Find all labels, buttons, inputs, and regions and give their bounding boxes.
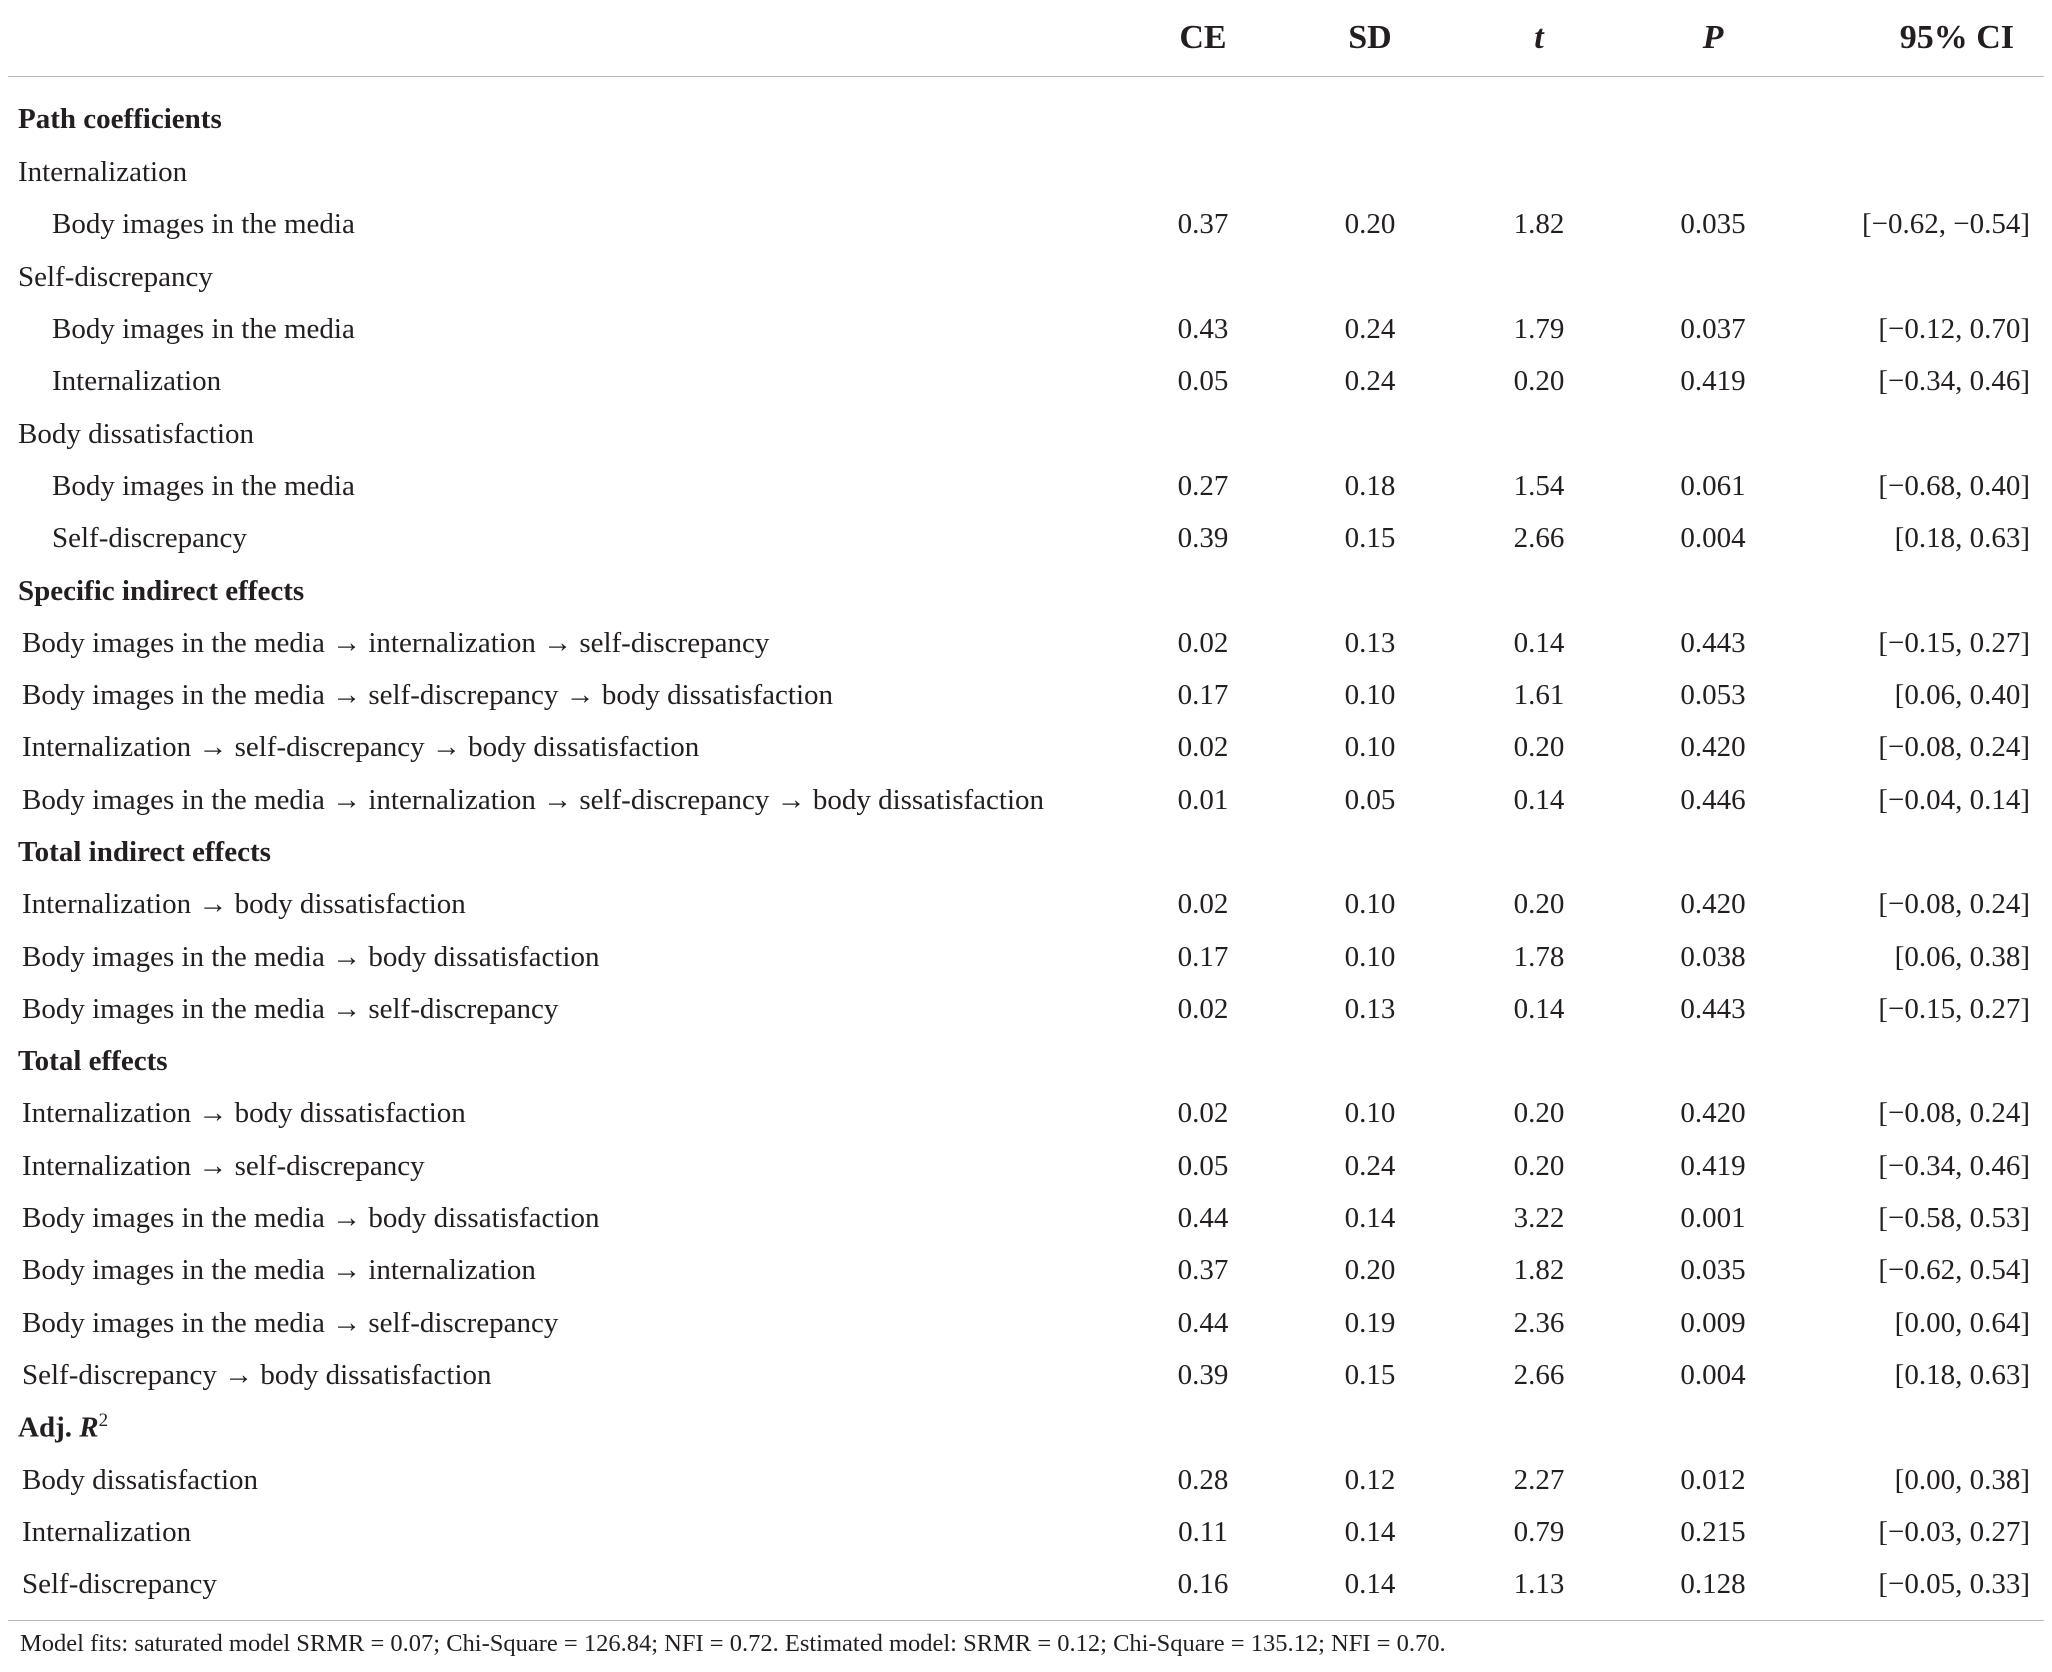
row-label: [8, 199, 1116, 251]
cell-ci: [−0.08, 0.24]: [1878, 888, 2030, 921]
row-label: [8, 303, 1116, 355]
row-label: [8, 983, 1116, 1035]
cell-ce: 0.17: [1177, 679, 1229, 712]
cell-p: [1628, 251, 1798, 303]
cell-sd: [1290, 77, 1450, 147]
cell-ci: [0.00, 0.64]: [1894, 1306, 2030, 1339]
cell-p: 0.038: [1680, 940, 1746, 973]
row-label-text: Body images in the media → self-discrepancy: [22, 1306, 559, 1339]
table-row: [8, 1088, 2044, 1140]
table-row: [8, 513, 2044, 565]
cell-p: 0.128: [1680, 1568, 1746, 1601]
cell-ce: 0.17: [1177, 940, 1229, 973]
cell-ci: [−0.34, 0.46]: [1878, 365, 2030, 398]
cell-ce: 0.44: [1177, 1202, 1229, 1235]
table-row: [8, 303, 2044, 355]
cell-ce: 0.05: [1177, 365, 1229, 398]
cell-p: 0.061: [1680, 469, 1746, 502]
cell-ci: [1798, 565, 2044, 617]
table-row: [8, 1506, 2044, 1558]
cell-p: 0.215: [1680, 1515, 1746, 1548]
cell-ce: 0.16: [1177, 1568, 1229, 1601]
cell-sd: [1290, 565, 1450, 617]
cell-t: 0.20: [1513, 888, 1565, 921]
cell-p: 0.004: [1680, 1358, 1746, 1391]
cell-ce: 0.28: [1177, 1463, 1229, 1496]
cell-p: [1628, 1036, 1798, 1088]
cell-sd: 0.13: [1344, 626, 1396, 659]
section-header-row: [8, 77, 2044, 147]
header-sd: SD: [1290, 0, 1450, 77]
cell-sd: 0.14: [1344, 1515, 1396, 1548]
cell-ci: [0.18, 0.63]: [1894, 1358, 2030, 1391]
cell-sd: [1290, 251, 1450, 303]
cell-ce: 0.37: [1177, 1254, 1229, 1287]
row-label-text: Self-discrepancy: [22, 1568, 217, 1601]
cell-t: [1450, 147, 1628, 199]
row-label-italic: R: [79, 1412, 99, 1445]
cell-ce: [1116, 1036, 1290, 1088]
row-label-text: Body images in the media → internalization → self-discrepancy → body dissatisfaction: [22, 783, 1044, 816]
row-label-text: Total effects: [18, 1045, 168, 1078]
row-label: [8, 1088, 1116, 1140]
cell-ci: [1798, 826, 2044, 878]
cell-p: 0.004: [1680, 522, 1746, 555]
row-label: [8, 774, 1116, 826]
table-footnote: Model fits: saturated model SRMR = 0.07; Chi-Square = 126.84; NFI = 0.72. Estimated model: SRMR = 0.12; Chi-Square = 135.12; NFI = 0.70.: [20, 1630, 1446, 1657]
cell-ci: [0.00, 0.38]: [1894, 1463, 2030, 1496]
cell-sd: 0.10: [1344, 679, 1396, 712]
row-label-text: Adj.: [18, 1412, 80, 1445]
cell-p: [1628, 826, 1798, 878]
header-ce: CE: [1116, 0, 1290, 77]
group-header-row: [8, 251, 2044, 303]
cell-ci: [0.06, 0.40]: [1894, 679, 2030, 712]
row-label: [8, 1559, 1116, 1611]
cell-p: [1628, 1402, 1798, 1454]
cell-t: 1.78: [1513, 940, 1565, 973]
cell-ce: 0.27: [1177, 469, 1229, 502]
cell-ci: [−0.68, 0.40]: [1878, 469, 2030, 502]
cell-t: 1.61: [1513, 679, 1565, 712]
cell-sd: 0.14: [1344, 1568, 1396, 1601]
row-label-text: Self-discrepancy → body dissatisfaction: [22, 1358, 492, 1391]
table-row: [8, 879, 2044, 931]
table-row: [8, 983, 2044, 1035]
row-label: [8, 1036, 1116, 1088]
cell-t: 0.79: [1513, 1515, 1565, 1548]
cell-t: 1.54: [1513, 469, 1565, 502]
row-label-text: Body images in the media → internalization → self-discrepancy: [22, 626, 770, 659]
row-label: [8, 1140, 1116, 1192]
cell-sd: 0.24: [1344, 1149, 1396, 1182]
group-header-row: [8, 408, 2044, 460]
cell-ce: 0.02: [1177, 1097, 1229, 1130]
cell-t: [1450, 408, 1628, 460]
row-label: [8, 931, 1116, 983]
cell-t: [1450, 251, 1628, 303]
row-label: [8, 460, 1116, 512]
cell-t: [1450, 565, 1628, 617]
row-label: [8, 408, 1116, 460]
row-label: [8, 147, 1116, 199]
cell-t: 0.20: [1513, 365, 1565, 398]
cell-sd: 0.24: [1344, 313, 1396, 346]
table-row: [8, 774, 2044, 826]
cell-p: 0.037: [1680, 313, 1746, 346]
cell-t: [1450, 77, 1628, 147]
cell-ci: [−0.08, 0.24]: [1878, 1097, 2030, 1130]
cell-p: 0.012: [1680, 1463, 1746, 1496]
row-label-text: Internalization → body dissatisfaction: [22, 1097, 466, 1130]
cell-ce: 0.02: [1177, 731, 1229, 764]
row-label-text: Specific indirect effects: [18, 574, 305, 607]
table-row: [8, 1349, 2044, 1401]
row-label: [8, 77, 1116, 147]
cell-sd: 0.10: [1344, 731, 1396, 764]
cell-t: 1.82: [1513, 1254, 1565, 1287]
cell-t: 0.14: [1513, 992, 1565, 1025]
cell-ce: 0.11: [1178, 1515, 1228, 1548]
section-header-row: [8, 1402, 2044, 1454]
row-label: [8, 1402, 1116, 1454]
group-header-row: [8, 147, 2044, 199]
cell-sd: 0.13: [1344, 992, 1396, 1025]
row-label-text: Body images in the media → self-discrepancy → body dissatisfaction: [22, 679, 834, 712]
cell-t: 3.22: [1513, 1202, 1565, 1235]
cell-p: 0.035: [1680, 208, 1746, 241]
cell-sd: [1290, 1402, 1450, 1454]
cell-p: 0.419: [1680, 1149, 1746, 1182]
row-label-text: Body images in the media: [52, 313, 355, 346]
cell-ci: [1798, 1036, 2044, 1088]
cell-p: [1628, 408, 1798, 460]
cell-ci: [−0.62, −0.54]: [1861, 208, 2030, 241]
cell-t: 0.14: [1513, 626, 1565, 659]
section-header-row: [8, 565, 2044, 617]
table-row: [8, 1140, 2044, 1192]
cell-sd: 0.15: [1344, 522, 1396, 555]
cell-sd: 0.10: [1344, 1097, 1396, 1130]
cell-p: 0.420: [1680, 1097, 1746, 1130]
cell-sd: [1290, 408, 1450, 460]
row-label-text: Body images in the media → body dissatisfaction: [22, 1202, 600, 1235]
cell-ce: 0.05: [1177, 1149, 1229, 1182]
cell-ce: 0.39: [1177, 1358, 1229, 1391]
cell-sd: 0.10: [1344, 888, 1396, 921]
table-row: [8, 931, 2044, 983]
row-label: [8, 1349, 1116, 1401]
cell-t: 0.20: [1513, 1149, 1565, 1182]
cell-ci: [−0.15, 0.27]: [1878, 992, 2030, 1025]
row-label: [8, 1297, 1116, 1349]
table-row: [8, 722, 2044, 774]
cell-ce: [1116, 147, 1290, 199]
cell-p: [1628, 565, 1798, 617]
table-row: [8, 617, 2044, 669]
results-table: [8, 0, 2044, 1611]
cell-sd: [1290, 1036, 1450, 1088]
cell-t: 0.20: [1513, 1097, 1565, 1130]
row-label-text: Internalization: [22, 1515, 192, 1548]
cell-ci: [−0.15, 0.27]: [1878, 626, 2030, 659]
cell-sd: 0.20: [1344, 208, 1396, 241]
table-row: [8, 1559, 2044, 1611]
cell-ci: [1798, 77, 2044, 147]
cell-t: 2.27: [1513, 1463, 1565, 1496]
table-row: [8, 1297, 2044, 1349]
row-label-text: Internalization → body dissatisfaction: [22, 888, 466, 921]
row-label: [8, 1506, 1116, 1558]
cell-ci: [−0.08, 0.24]: [1878, 731, 2030, 764]
cell-sd: [1290, 147, 1450, 199]
cell-t: 1.79: [1513, 313, 1565, 346]
table-row: [8, 1192, 2044, 1244]
cell-ce: 0.02: [1177, 992, 1229, 1025]
cell-ci: [1798, 408, 2044, 460]
row-label: [8, 617, 1116, 669]
row-label: [8, 356, 1116, 408]
cell-ci: [−0.58, 0.53]: [1878, 1202, 2030, 1235]
cell-ce: 0.02: [1177, 888, 1229, 921]
cell-ci: [−0.12, 0.70]: [1878, 313, 2030, 346]
row-label-text: Body dissatisfaction: [18, 417, 255, 450]
cell-ce: 0.43: [1177, 313, 1229, 346]
cell-sd: 0.24: [1344, 365, 1396, 398]
row-label: [8, 1192, 1116, 1244]
cell-t: 2.66: [1513, 522, 1565, 555]
header-t: t: [1450, 0, 1628, 77]
cell-sd: 0.10: [1344, 940, 1396, 973]
cell-sd: 0.20: [1344, 1254, 1396, 1287]
cell-ce: [1116, 565, 1290, 617]
cell-ce: 0.44: [1177, 1306, 1229, 1339]
cell-t: 0.20: [1513, 731, 1565, 764]
row-label-text: Total indirect effects: [18, 836, 271, 868]
row-label-text: Body images in the media → internalization: [22, 1254, 536, 1287]
row-label-text: Self-discrepancy: [18, 260, 213, 293]
cell-p: 0.443: [1680, 626, 1746, 659]
row-label-text: Body images in the media: [52, 208, 355, 241]
row-label: [8, 722, 1116, 774]
cell-t: [1450, 1402, 1628, 1454]
section-header-row: [8, 826, 2044, 878]
cell-t: 1.13: [1513, 1568, 1565, 1601]
row-label-text: Body images in the media → self-discrepancy: [22, 992, 559, 1025]
row-label: [8, 1245, 1116, 1297]
row-label: [8, 565, 1116, 617]
row-label: [8, 669, 1116, 721]
cell-ce: [1116, 826, 1290, 878]
row-label-text: Path coefficients: [18, 103, 222, 136]
row-label-superscript: 2: [98, 1410, 109, 1432]
cell-ci: [1798, 251, 2044, 303]
cell-ce: [1116, 77, 1290, 147]
cell-t: [1450, 1036, 1628, 1088]
cell-ci: [0.18, 0.63]: [1894, 522, 2030, 555]
cell-p: 0.009: [1680, 1306, 1746, 1339]
cell-ci: [−0.04, 0.14]: [1878, 783, 2030, 816]
cell-ci: [1798, 1402, 2044, 1454]
row-label-text: Body images in the media → body dissatisfaction: [22, 940, 600, 973]
header-row: [8, 0, 2044, 77]
table-row: [8, 199, 2044, 251]
row-label: [8, 879, 1116, 931]
cell-sd: 0.15: [1344, 1358, 1396, 1391]
header-ci: 95% CI: [1798, 0, 2044, 77]
header-label: [8, 0, 1116, 77]
cell-ci: [1798, 147, 2044, 199]
cell-ce: 0.02: [1177, 626, 1229, 659]
cell-ci: [−0.03, 0.27]: [1878, 1515, 2030, 1548]
row-label: [8, 513, 1116, 565]
cell-p: 0.053: [1680, 679, 1746, 712]
cell-ce: [1116, 408, 1290, 460]
cell-ci: [−0.62, 0.54]: [1878, 1254, 2030, 1287]
cell-sd: 0.18: [1344, 469, 1396, 502]
row-label-text: Internalization → self-discrepancy: [22, 1149, 425, 1182]
cell-t: 2.66: [1513, 1358, 1565, 1391]
cell-ci: [−0.34, 0.46]: [1878, 1149, 2030, 1182]
cell-t: 2.36: [1513, 1306, 1565, 1339]
row-label-text: Body images in the media: [52, 469, 355, 502]
cell-p: [1628, 147, 1798, 199]
cell-p: 0.001: [1680, 1202, 1746, 1235]
table-body: [8, 77, 2044, 1611]
cell-p: 0.035: [1680, 1254, 1746, 1287]
row-label-text: Internalization: [18, 156, 188, 189]
header-p: P: [1628, 0, 1798, 77]
table-row: [8, 1245, 2044, 1297]
cell-t: 1.82: [1513, 208, 1565, 241]
cell-ci: [−0.05, 0.33]: [1878, 1568, 2030, 1601]
table-header: [8, 0, 2044, 77]
row-label-text: Internalization → self-discrepancy → body dissatisfaction: [22, 731, 700, 764]
row-label: [8, 826, 1116, 878]
cell-ce: 0.37: [1177, 208, 1229, 241]
cell-ce: [1116, 1402, 1290, 1454]
cell-ci: [0.06, 0.38]: [1894, 940, 2030, 973]
table-row: [8, 669, 2044, 721]
cell-p: 0.420: [1680, 888, 1746, 921]
cell-p: 0.420: [1680, 731, 1746, 764]
footer-divider: [8, 1620, 2044, 1621]
row-label-text: Internalization: [52, 365, 222, 398]
cell-sd: 0.12: [1344, 1463, 1396, 1496]
row-label-text: Self-discrepancy: [52, 522, 247, 555]
table-row: [8, 1454, 2044, 1506]
cell-sd: 0.14: [1344, 1202, 1396, 1235]
cell-t: [1450, 826, 1628, 878]
cell-p: 0.419: [1680, 365, 1746, 398]
cell-t: 0.14: [1513, 783, 1565, 816]
cell-ce: [1116, 251, 1290, 303]
section-header-row: [8, 1036, 2044, 1088]
cell-p: 0.443: [1680, 992, 1746, 1025]
cell-sd: 0.19: [1344, 1306, 1396, 1339]
row-label-text: Body dissatisfaction: [22, 1463, 259, 1496]
cell-ce: 0.01: [1177, 783, 1229, 816]
cell-sd: 0.05: [1344, 783, 1396, 816]
cell-sd: [1290, 826, 1450, 878]
row-label: [8, 251, 1116, 303]
cell-p: 0.446: [1680, 783, 1746, 816]
cell-ce: 0.39: [1177, 522, 1229, 555]
cell-p: [1628, 77, 1798, 147]
table-row: [8, 460, 2044, 512]
row-label: [8, 1454, 1116, 1506]
table-row: [8, 356, 2044, 408]
